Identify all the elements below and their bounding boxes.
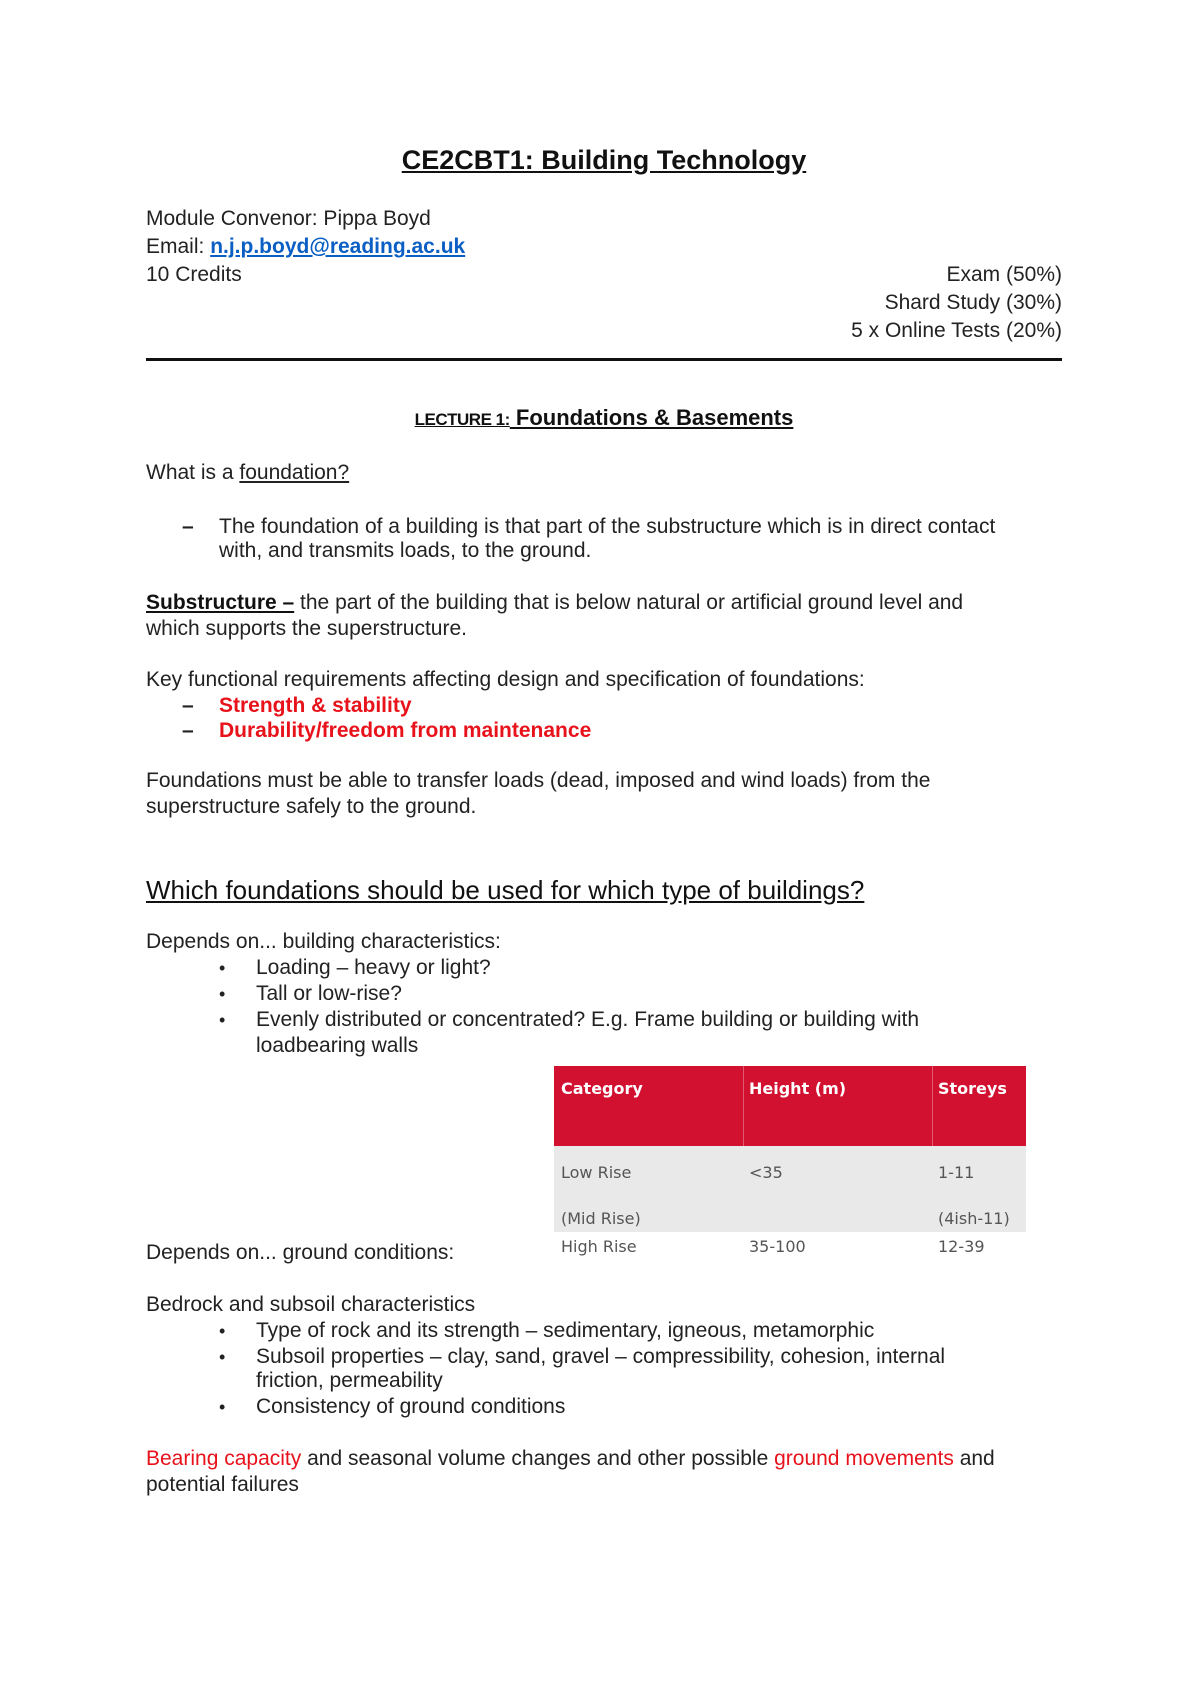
- assessment-exam: Exam (50%): [946, 263, 1062, 286]
- definition-item: [146, 514, 1062, 566]
- bearing-capacity-line-2: potential failures: [146, 1473, 299, 1496]
- dash-marker: –: [182, 719, 194, 742]
- cell-category: High Rise: [561, 1237, 637, 1256]
- building-characteristics-list: [146, 955, 1062, 1065]
- bullet-marker: •: [219, 984, 226, 1004]
- header-storeys: Storeys: [938, 1079, 1007, 1098]
- characteristic-height: Tall or low-rise?: [256, 982, 402, 1005]
- bullet-marker: •: [219, 958, 226, 978]
- definition-line-1: The foundation of a building is that part of the substructure which is in direct contact: [219, 515, 996, 538]
- lecture-heading: [146, 405, 1062, 433]
- cell-storeys: 1-11: [938, 1163, 975, 1182]
- substructure-text: the part of the building that is below natural or artificial ground level and: [294, 591, 964, 614]
- document-title: CE2CBT1: Building Technology: [401, 145, 807, 175]
- ground-conditions-intro: Depends on... ground conditions:: [146, 1241, 455, 1264]
- assessment-online-tests: 5 x Online Tests (20%): [851, 319, 1062, 342]
- horizontal-rule: [146, 358, 1062, 361]
- header-height: Height (m): [749, 1079, 847, 1098]
- bearing-end: and: [953, 1447, 995, 1470]
- email-link[interactable]: n.j.p.boyd@reading.ac.uk: [210, 235, 466, 258]
- header-category: Category: [561, 1079, 643, 1098]
- module-convenor: Module Convenor: Pippa Boyd: [146, 207, 431, 230]
- bearing-capacity-line-1: [146, 1446, 995, 1472]
- cell-storeys: (4ish-11): [938, 1209, 1010, 1228]
- bedrock-rock-type: Type of rock and its strength – sedimentary, igneous, metamorphic: [256, 1319, 875, 1342]
- requirement-durability: Durability/freedom from maintenance: [219, 719, 592, 742]
- substructure-definition: [146, 590, 963, 616]
- credits: 10 Credits: [146, 263, 242, 286]
- key-requirements-list: [146, 693, 1062, 745]
- characteristic-loading: Loading – heavy or light?: [256, 956, 491, 979]
- ground-movements-term: ground movements: [774, 1447, 954, 1470]
- bedrock-subsoil: Subsoil properties – clay, sand, gravel – compressibility, cohesion, internal: [256, 1345, 946, 1368]
- email-label: Email:: [146, 235, 211, 258]
- lecture-number: LECTURE 1:: [414, 410, 510, 429]
- column-divider: [932, 1066, 933, 1146]
- table-row: [554, 1146, 1026, 1232]
- question-term: foundation?: [239, 461, 350, 484]
- cell-height: <35: [749, 1163, 783, 1182]
- loads-line-2: superstructure safely to the ground.: [146, 795, 477, 818]
- bullet-marker: •: [219, 1347, 226, 1367]
- question-foundation: [146, 460, 349, 486]
- characteristic-distribution: Evenly distributed or concentrated? E.g. Frame building or building with: [256, 1008, 920, 1031]
- loads-line-1: Foundations must be able to transfer loads (dead, imposed and wind loads) from the: [146, 769, 931, 792]
- cell-height: 35-100: [749, 1237, 806, 1256]
- dash-marker: –: [182, 694, 194, 717]
- substructure-term: Substructure –: [146, 591, 295, 614]
- bullet-marker: •: [219, 1010, 226, 1030]
- table-header-row: [554, 1066, 1026, 1146]
- bedrock-list: [146, 1318, 1062, 1424]
- bedrock-consistency: Consistency of ground conditions: [256, 1395, 566, 1418]
- bullet-marker: •: [219, 1321, 226, 1341]
- bearing-capacity-term: Bearing capacity: [146, 1447, 302, 1470]
- bearing-text: and seasonal volume changes and other possible: [301, 1447, 775, 1470]
- characteristic-distribution-cont: loadbearing walls: [256, 1034, 419, 1057]
- cell-category: (Mid Rise): [561, 1209, 641, 1228]
- bedrock-intro: Bedrock and subsoil characteristics: [146, 1293, 476, 1316]
- bullet-marker: •: [219, 1397, 226, 1417]
- requirement-strength: Strength & stability: [219, 694, 412, 717]
- definition-line-2: with, and transmits loads, to the ground.: [219, 539, 592, 562]
- question-text: What is a: [146, 461, 240, 484]
- dash-marker: –: [182, 515, 194, 538]
- document-page: [146, 0, 1062, 1698]
- building-characteristics-intro: Depends on... building characteristics:: [146, 930, 501, 953]
- cell-storeys: 12-39: [938, 1237, 985, 1256]
- lecture-title: Foundations & Basements: [509, 405, 794, 430]
- bedrock-subsoil-cont: friction, permeability: [256, 1369, 443, 1392]
- column-divider: [743, 1066, 744, 1146]
- cell-category: Low Rise: [561, 1163, 632, 1182]
- substructure-line-2: which supports the superstructure.: [146, 617, 467, 640]
- key-requirements-intro: Key functional requirements affecting design and specification of foundations:: [146, 668, 865, 691]
- email-line: [146, 234, 465, 260]
- assessment-shard-study: Shard Study (30%): [884, 291, 1062, 314]
- section-heading: Which foundations should be used for which type of buildings?: [146, 875, 865, 905]
